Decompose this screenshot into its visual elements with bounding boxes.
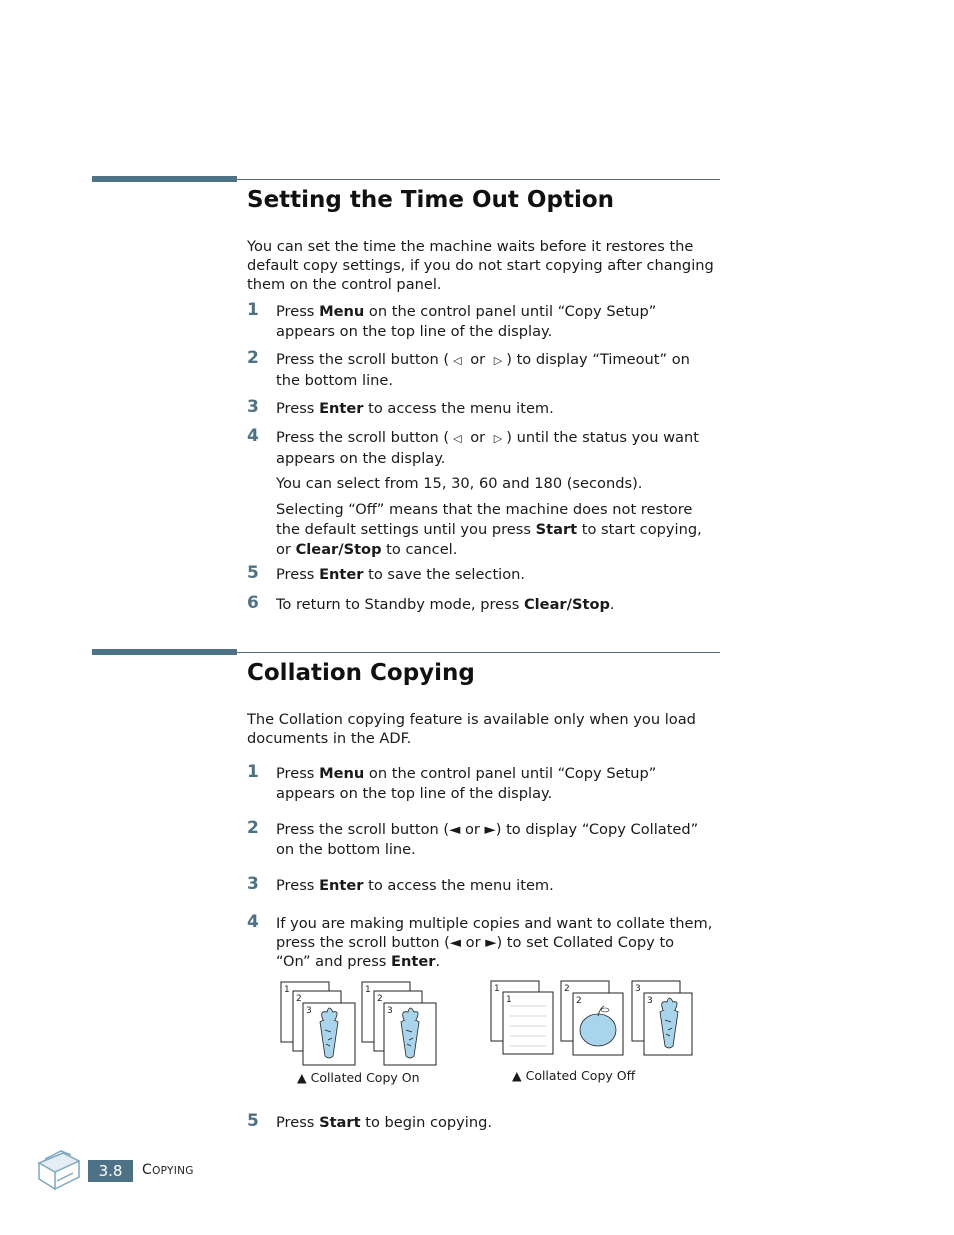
page-number-label: 3	[387, 1006, 393, 1016]
step-number: 2	[247, 348, 259, 368]
step-text: Press Menu on the control panel until “Copy Setup” appears on the top line of the display.	[276, 303, 657, 340]
page-number-label: 1	[506, 995, 512, 1005]
caption-collated-off: ▲ Collated Copy Off	[512, 1068, 636, 1083]
section-title-collation: Collation Copying	[247, 660, 475, 686]
printer-icon	[33, 1145, 83, 1195]
page-number-label: 2	[377, 994, 383, 1004]
step-number: 1	[247, 300, 259, 320]
step-number: 2	[247, 818, 259, 838]
step-text: Press the scroll button ( ◁ or ▷ ) until the status you want appears on the display.	[276, 429, 699, 467]
step-text: Press Enter to save the selection.	[276, 566, 526, 583]
page-number-label: 1	[365, 985, 371, 995]
timeout-intro: You can set the time the machine waits before it restores the default copy settings, if you do not start copying after changing them on the control panel.	[247, 238, 714, 293]
page-number-label: 3	[647, 996, 653, 1006]
step-number: 5	[247, 563, 259, 583]
apple-drawing	[580, 1014, 616, 1046]
step-text: If you are making multiple copies and want to collate them, press the scroll button (◄ or ►) to set Collated Copy to “On” and press Enter.	[276, 915, 713, 970]
section-title-timeout: Setting the Time Out Option	[247, 187, 615, 213]
step-text: Press Enter to access the menu item.	[276, 877, 554, 894]
step-text: Press Menu on the control panel until “Copy Setup” appears on the top line of the display.	[276, 765, 657, 802]
caption-collated-on: ▲ Collated Copy On	[297, 1070, 420, 1085]
section-name: COPYING	[142, 1162, 194, 1178]
step-number: 4	[247, 426, 259, 446]
step-number: 3	[247, 874, 259, 894]
step-number: 1	[247, 762, 259, 782]
page-number-label: 2	[576, 996, 582, 1006]
step-text: Press the scroll button ( ◁ or ▷ ) to display “Timeout” on the bottom line.	[276, 351, 690, 389]
step-text: Press Start to begin copying.	[276, 1114, 493, 1131]
step-number: 6	[247, 593, 259, 613]
collation-intro: The Collation copying feature is available only when you load documents in the ADF.	[247, 711, 696, 747]
apple-leaf	[601, 1008, 609, 1012]
step-text: To return to Standby mode, press Clear/Stop.	[276, 596, 615, 613]
page-number-label: 2	[564, 984, 570, 994]
page-number: 3.8	[88, 1160, 133, 1182]
page-number-label: 3	[635, 984, 641, 994]
page-number-label: 2	[296, 994, 302, 1004]
step-number: 5	[247, 1111, 259, 1131]
collation-step	[247, 1113, 722, 1133]
timeout-step4-note: You can select from 15, 30, 60 and 180 (seconds). Selecting “Off” means that the machine does not restore the default settings until you press Start to start copying, or Clear/Stop to cancel.	[276, 475, 702, 558]
page-number-label: 3	[306, 1006, 312, 1016]
page-number-label: 1	[494, 984, 500, 994]
step-text: Press the scroll button (◄ or ►) to display “Copy Collated” on the bottom line.	[276, 821, 699, 858]
page-number-label: 1	[284, 985, 290, 995]
step-text: Press Enter to access the menu item.	[276, 400, 554, 417]
step-number: 4	[247, 912, 259, 932]
step-number: 3	[247, 397, 259, 417]
